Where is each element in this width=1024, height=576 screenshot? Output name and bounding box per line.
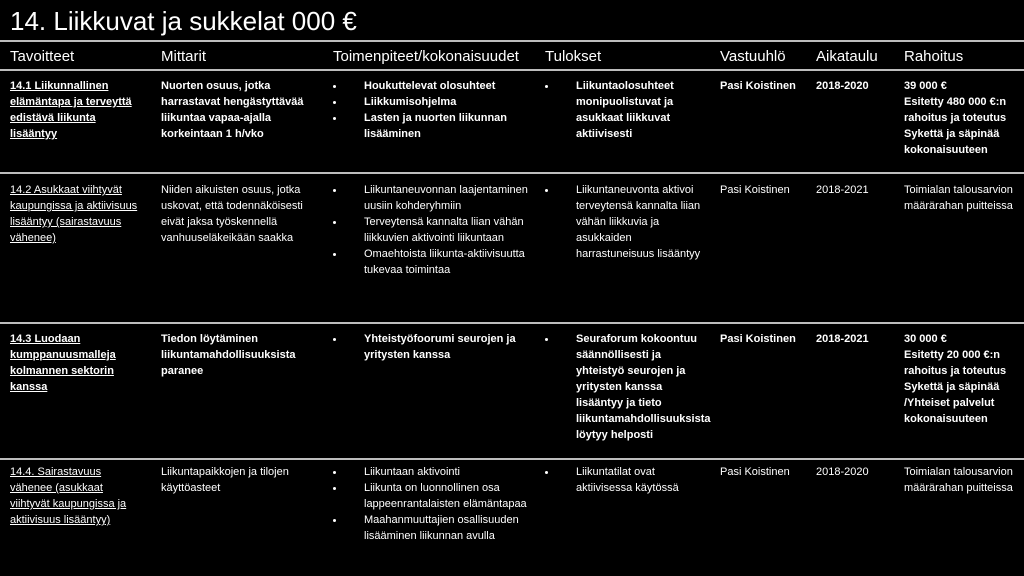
divider [0,40,1024,42]
actions-cell [333,331,533,363]
header-responsible: Vastuuhlö [720,48,786,65]
header-actions: Toimenpiteet/kokonaisuudet [333,48,519,65]
schedule-cell: 2018-2021 [816,333,869,345]
list-item: Maahanmuuttajien osallisuuden lisääminen liikunnan avulla [333,512,533,544]
goal-cell: 14.2 Asukkaat viihtyvät kaupungissa ja aktiivisuus lisääntyy (sairastavuus vähenee) [10,184,138,244]
list-item: Liikuntaan aktivointi [333,464,533,480]
results-cell [545,464,705,496]
list-item: Liikkumisohjelma [333,94,533,110]
results-cell [545,331,711,443]
row-divider [0,322,1024,324]
results-cell [545,78,705,142]
header-goals: Tavoitteet [10,48,75,65]
list-item: Liikuntaneuvonta aktivoi terveytensä kannalta liian vähän liikkuvia ja asukkaiden harrastuneisuus lisääntyy [545,182,705,262]
metric-cell: Nuorten osuus, jotka harrastavat hengästyttävää liikuntaa vapaa-ajalla korkeintaan 1 h/vko [161,80,304,140]
list-item: Terveytensä kannalta liian vähän liikkuvien aktivointi liikuntaan [333,214,533,246]
metric-cell: Niiden aikuisten osuus, jotka uskovat, että todennäköisesti eivät jaksa työskennellä vanhuuseläkeikään saakka [161,184,303,244]
goal-cell: 14.3 Luodaan kumppanuusmalleja kolmannen sektorin kanssa [10,333,116,393]
header-funding: Rahoitus [904,48,964,65]
goal-cell: 14.1 Liikunnallinen elämäntapa ja terveyttä edistävä liikunta lisääntyy [10,80,132,140]
metric-cell: Liikuntapaikkojen ja tilojen käyttöasteet [161,466,289,494]
funding-cell: Toimialan talousarvion määrärahan puitteissa [904,466,1013,494]
header-metrics: Mittarit [161,48,206,65]
row-divider [0,172,1024,174]
header-results: Tulokset [545,48,602,65]
schedule-cell: 2018-2020 [816,80,869,92]
divider [0,69,1024,71]
list-item: Omaehtoista liikunta-aktiivisuutta tukevaa toimintaa [333,246,533,278]
header-schedule: Aikataulu [816,48,878,65]
metric-cell: Tiedon löytäminen liikuntamahdollisuuksista paranee [161,333,296,377]
table-header [0,46,1024,68]
actions-cell [333,464,533,544]
responsible-cell: Pasi Koistinen [720,333,796,345]
funding-cell: Toimialan talousarvion määrärahan puitteissa [904,184,1013,212]
row-divider [0,458,1024,460]
list-item: Liikunta on luonnollinen osa lappeenrantalaisten elämäntapaa [333,480,533,512]
results-cell [545,182,705,262]
schedule-cell: 2018-2020 [816,466,869,478]
actions-cell [333,78,533,142]
actions-cell [333,182,533,278]
list-item: Yhteistyöfoorumi seurojen ja yritysten kanssa [333,331,533,363]
list-item: Liikuntatilat ovat aktiivisessa käytössä [545,464,705,496]
list-item: Liikuntaolosuhteet monipuolistuvat ja asukkaat liikkuvat aktiivisesti [545,78,705,142]
responsible-cell: Pasi Koistinen [720,184,790,196]
schedule-cell: 2018-2021 [816,184,869,196]
responsible-cell: Pasi Koistinen [720,80,796,92]
list-item: Lasten ja nuorten liikunnan lisääminen [333,110,533,142]
page-title: 14. Liikkuvat ja sukkelat 000 € [10,6,357,36]
responsible-cell: Pasi Koistinen [720,466,790,478]
list-item: Seuraforum kokoontuu säännöllisesti ja yhteistyö seurojen ja yritysten kanssa lisääntyy ja tieto liikuntamahdollisuuksista löytyy helposti [545,331,705,443]
list-item: Liikuntaneuvonnan laajentaminen uusiin kohderyhmiin [333,182,533,214]
goal-cell: 14.4. Sairastavuus vähenee (asukkaat viihtyvät kaupungissa ja aktiivisuus lisääntyy) [10,466,127,526]
funding-cell: 39 000 € Esitetty 480 000 €:n rahoitus ja toteutus Sykettä ja säpinää kokonaisuuteen [904,80,1007,156]
funding-cell: 30 000 € Esitetty 20 000 €:n rahoitus ja toteutus Sykettä ja säpinää /Yhteiset palvelut kokonaisuuteen [904,333,1007,425]
list-item: Houkuttelevat olosuhteet [333,78,533,94]
